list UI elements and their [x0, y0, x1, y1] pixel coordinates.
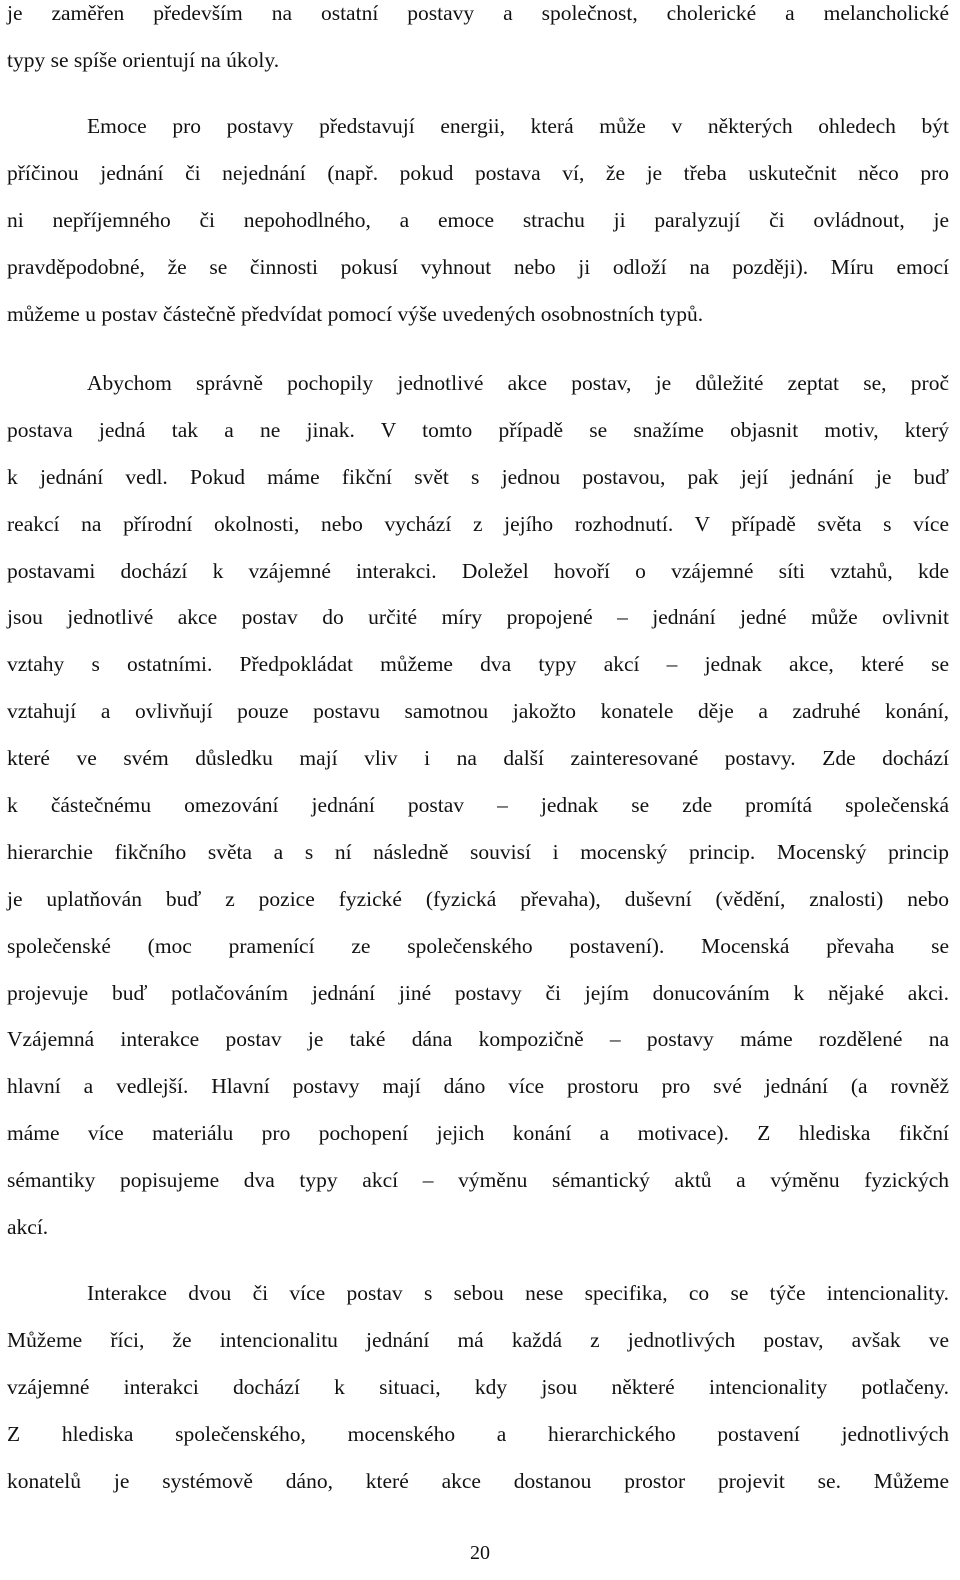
text-line: projevuje buď potlačováním jednání jiné postavy či jejím donucováním k nějaké akci. [7, 980, 949, 1005]
text-line: k jednání vedl. Pokud máme fikční svět s jednou postavou, pak její jednání je buď [7, 464, 949, 489]
text-line: postava jedná tak a ne jinak. V tomto případě se snažíme objasnit motiv, který [7, 417, 949, 442]
text-line: příčinou jednání či nejednání (např. pokud postava ví, že je třeba uskutečnit něco pro [7, 160, 949, 185]
text-line: Interakce dvou či více postav s sebou nese specifika, co se týče intencionality. [87, 1281, 949, 1305]
page-number: 20 [470, 1542, 490, 1564]
text-line: konatelů je systémově dáno, které akce dostanou prostor projevit se. Můžeme [7, 1468, 949, 1493]
paragraph-1 [7, 0, 949, 84]
text-line: vzájemné interakci dochází k situaci, kdy jsou některé intencionality potlačeny. [7, 1374, 949, 1399]
text-line: sémantiky popisujeme dva typy akcí – výměnu sémantický aktů a výměnu fyzických [7, 1168, 949, 1193]
text-line: hierarchie fikčního světa a s ní následně souvisí i mocenský princip. Mocenský princip [7, 839, 949, 864]
text-line: vztahují a ovlivňují pouze postavu samotnou jakožto konatele děje a zadruhé konání, [7, 699, 949, 724]
text-line: postavami dochází k vzájemné interakci. Doležel hovoří o vzájemné síti vztahů, kde [7, 558, 949, 583]
text-line: Emoce pro postavy představují energii, která může v některých ohledech být [87, 114, 949, 138]
paragraph-4 [7, 1270, 949, 1504]
paragraph-2 [7, 103, 949, 337]
text-line: Vzájemná interakce postav je také dána kompozičně – postavy máme rozdělené na [7, 1027, 949, 1052]
text-line: společenské (moc pramenící ze společenského postavení). Mocenská převaha se [7, 933, 949, 958]
text-line: máme více materiálu pro pochopení jejich konání a motivace). Z hlediska fikční [7, 1121, 949, 1146]
text-line: Abychom správně pochopily jednotlivé akce postav, je důležité zeptat se, proč [87, 371, 949, 395]
text-line: k částečnému omezování jednání postav – jednak se zde promítá společenská [7, 793, 949, 818]
text-line: Z hlediska společenského, mocenského a hierarchického postavení jednotlivých [7, 1421, 949, 1446]
text-line: které ve svém důsledku mají vliv i na další zainteresované postavy. Zde dochází [7, 746, 949, 771]
text-line: pravděpodobné, že se činnosti pokusí vyhnout nebo ji odloží na později). Míru emocí [7, 254, 949, 279]
text-line: ni nepříjemného či nepohodlného, a emoce strachu ji paralyzují či ovládnout, je [7, 207, 949, 232]
text-line: hlavní a vedlejší. Hlavní postavy mají dáno více prostoru pro své jednání (a rovněž [7, 1074, 949, 1099]
text-line: akcí. [7, 1215, 49, 1240]
text-line: je uplatňován buď z pozice fyzické (fyzická převaha), duševní (vědění, znalosti) nebo [7, 886, 949, 911]
text-line: typy se spíše orientují na úkoly. [7, 47, 280, 72]
paragraph-3 [7, 360, 949, 1251]
text-line: jsou jednotlivé akce postav do určité míry propojené – jednání jedné může ovlivnit [7, 605, 949, 630]
text-line: reakcí na přírodní okolnosti, nebo vychází z jejího rozhodnutí. V případě světa s více [7, 511, 949, 536]
text-line: je zaměřen především na ostatní postavy a společnost, cholerické a melancholické [7, 1, 949, 25]
text-line: vztahy s ostatními. Předpokládat můžeme dva typy akcí – jednak akce, které se [7, 652, 949, 677]
text-line: můžeme u postav částečně předvídat pomocí výše uvedených osobnostních typů. [7, 301, 704, 326]
text-line: Můžeme říci, že intencionalitu jednání má každá z jednotlivých postav, avšak ve [7, 1327, 949, 1352]
